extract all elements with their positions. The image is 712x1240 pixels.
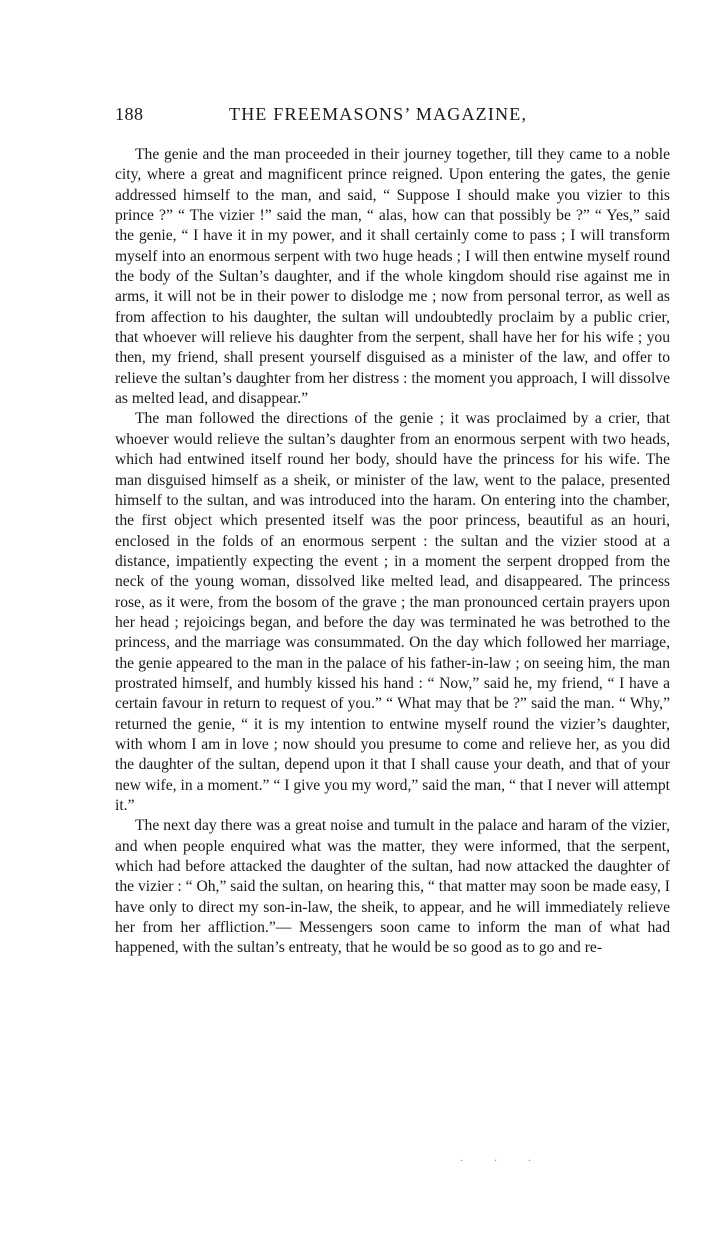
paragraph: The next day there was a great noise and tumult in the palace and haram of the vizier, and when people enquired what was the matter, they were informed, that the serpent, which had before attacked the daughter of the sultan, had now attacked the daughter of the vizier : “ Oh,” said the sultan, on hearing this, “ that matter may soon be made easy, I have only to direct my son-in-law, the sheik, to appear, and he will immediately relieve her from her affliction.”— Messengers soon came to inform the man of what had happened, with the sultan’s entreaty, that he would be so good as to go and re- xyxy=(115,817,670,957)
page-header xyxy=(115,104,670,132)
running-title: THE FREEMASONS’ MAGAZINE, xyxy=(229,104,528,124)
paragraph: The man followed the directions of the genie ; it was proclaimed by a crier, that whoever would relieve the sultan’s daughter from an enormous serpent with two heads, which had entwined itself round her body, should have the princess for his wife. The man disguised himself as a sheik, or minister of the law, went to the palace, presented himself to the sultan, and was introduced into the haram. On entering into the chamber, the first object which presented itself was the poor princess, beautiful as an houri, enclosed in the folds of an enormous serpent : the sultan and the vizier stood at a distance, impatiently expecting the event ; in a moment the serpent dropped from the neck of the young woman, dissolved like melted lead, and disappeared. The princess rose, as it were, from the bosom of the grave ; the man pronounced certain prayers upon her head ; rejoicings began, and before the day was terminated he was betrothed to the princess, and the marriage was consummated. On the day which followed her marriage, the genie appeared to the man in the palace of his father-in-law ; on seeing him, the man prostrated himself, and humbly kissed his hand : “ Now,” said he, my friend, “ I have a certain favour in return to request of you.” “ What may that be ?” said the man. “ Why,” returned the genie, “ it is my intention to entwine myself round the vizier’s daughter, with whom I am in love ; now should you presume to come and relieve her, as you did the daughter of the sultan, depend upon it that I shall cause your death, and that of your new wife, in a moment.” “ I give you my word,” said the man, “ that I never will attempt it.” xyxy=(115,410,670,814)
page-number: 188 xyxy=(115,104,144,124)
footer-marks: . . . xyxy=(460,1150,545,1164)
paragraph: The genie and the man proceeded in their journey together, till they came to a noble city, where a great and magnificent prince reigned. Upon entering the gates, the genie addressed himself to the man, and said, “ Suppose I should make you vizier to this prince ?” “ The vizier !” said the man, “ alas, how can that possibly be ?” “ Yes,” said the genie, “ I have it in my power, and it shall certainly come to pass ; I will transform myself into an enormous serpent with two huge heads ; I will then entwine myself round the body of the Sultan’s daughter, and if the whole kingdom should rise against me in arms, it will not be in their power to dislodge me ; now from personal terror, as well as from affection to his daughter, the sultan will undoubtedly proclaim by a public crier, that whoever will relieve his daughter from the serpent, shall have her for his wife ; you then, my friend, shall present yourself disguised as a minister of the law, and offer to relieve the sultan’s daughter from her distress : the moment you approach, I will dissolve as melted lead, and disappear.” xyxy=(115,146,670,408)
body-text xyxy=(115,145,670,959)
